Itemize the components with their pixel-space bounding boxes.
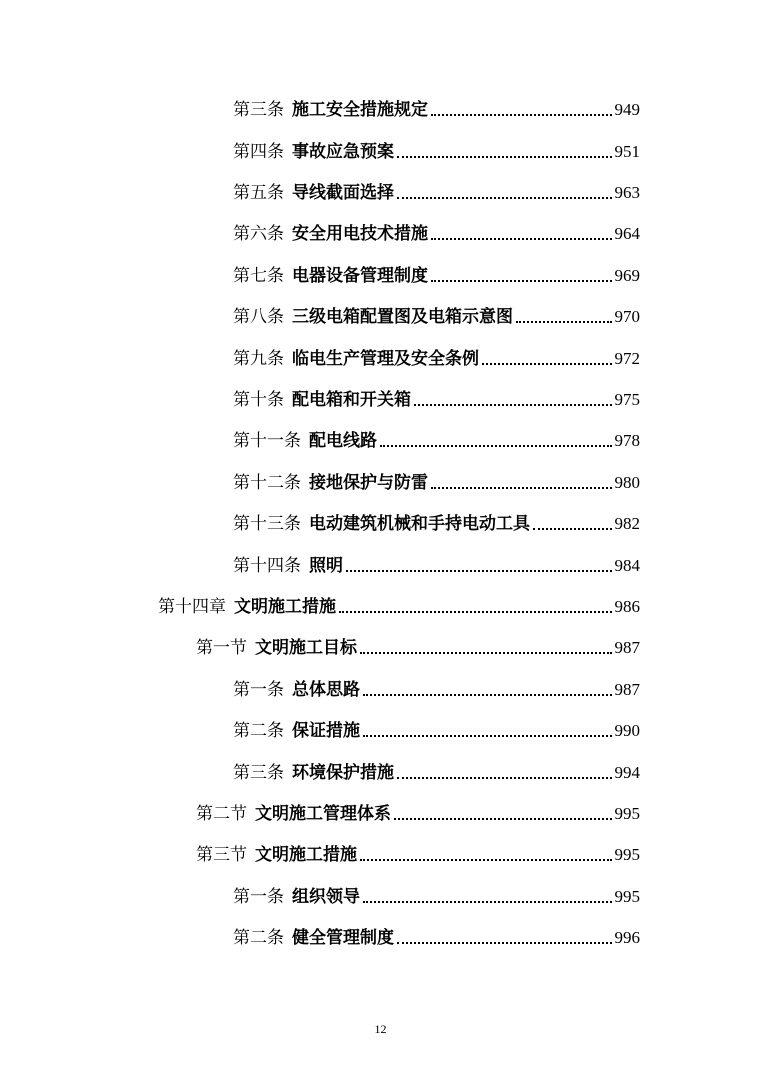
toc-entry-title: 事故应急预案	[292, 142, 394, 162]
dot-leader	[397, 155, 612, 158]
toc-entry-number: 第三条	[233, 100, 284, 120]
toc-entry[interactable]	[233, 553, 640, 579]
toc-entry[interactable]	[233, 221, 640, 247]
dot-leader	[516, 320, 612, 323]
toc-entry-number: 第二条	[233, 928, 284, 948]
toc-section-entry[interactable]	[196, 842, 640, 868]
toc-entry-title: 环境保护措施	[292, 763, 394, 783]
toc-entry-number: 第九条	[233, 349, 284, 369]
toc-entry[interactable]	[233, 760, 640, 786]
toc-entry-page: 972	[614, 349, 640, 368]
toc-entry-title: 文明施工措施	[234, 597, 336, 617]
toc-entry-title: 保证措施	[292, 721, 360, 741]
dot-leader	[533, 527, 612, 530]
toc-entry-title: 文明施工措施	[255, 845, 357, 865]
toc-entry-title: 配电线路	[309, 431, 377, 451]
toc-entry-page: 987	[614, 680, 640, 699]
toc-entry-title: 安全用电技术措施	[292, 224, 428, 244]
toc-entry-number: 第七条	[233, 266, 284, 286]
toc-entry-title: 组织领导	[292, 887, 360, 907]
toc-entry-page: 994	[614, 763, 640, 782]
toc-entry[interactable]	[233, 428, 640, 454]
toc-entry-number: 第十二条	[233, 473, 301, 493]
toc-entry-title: 电器设备管理制度	[292, 266, 428, 286]
toc-entry[interactable]	[233, 139, 640, 165]
toc-entry-title: 电动建筑机械和手持电动工具	[309, 514, 530, 534]
dot-leader	[397, 196, 612, 199]
toc-entry-number: 第二条	[233, 721, 284, 741]
dot-leader	[360, 858, 612, 861]
dot-leader	[431, 486, 612, 489]
toc-section-entry[interactable]	[196, 801, 640, 827]
toc-entry-number: 第五条	[233, 183, 284, 203]
toc-entry-title: 健全管理制度	[292, 928, 394, 948]
toc-entry-number: 第十条	[233, 390, 284, 410]
toc-entry-page: 978	[614, 431, 640, 450]
toc-entry[interactable]	[233, 677, 640, 703]
toc-entry-number: 第四条	[233, 142, 284, 162]
toc-entry-page: 969	[614, 266, 640, 285]
toc-entry-number: 第十三条	[233, 514, 301, 534]
toc-entry-page: 963	[614, 183, 640, 202]
dot-leader	[363, 734, 612, 737]
dot-leader	[431, 113, 612, 116]
dot-leader	[363, 900, 612, 903]
dot-leader	[394, 817, 612, 820]
toc-entry-number: 第十四条	[233, 556, 301, 576]
dot-leader	[346, 569, 612, 572]
toc-entry[interactable]	[233, 180, 640, 206]
dot-leader	[360, 651, 612, 654]
page-number: 12	[374, 1022, 387, 1036]
toc-entry[interactable]	[233, 304, 640, 330]
dot-leader	[414, 403, 612, 406]
dot-leader	[431, 279, 612, 282]
toc-entry-page: 995	[614, 887, 640, 906]
toc-entry-page: 990	[614, 721, 640, 740]
toc-entry-title: 总体思路	[292, 680, 360, 700]
toc-entry-number: 第三节	[196, 845, 247, 865]
toc-entry-number: 第一节	[196, 638, 247, 658]
toc-entry-number: 第二节	[196, 804, 247, 824]
toc-entry[interactable]	[233, 263, 640, 289]
toc-entry-title: 文明施工管理体系	[255, 804, 391, 824]
dot-leader	[339, 610, 612, 613]
toc-chapter-entry[interactable]	[158, 594, 640, 620]
dot-leader	[431, 237, 612, 240]
toc-entry[interactable]	[233, 884, 640, 910]
toc-section-entry[interactable]	[196, 635, 640, 661]
toc-entry-page: 970	[614, 307, 640, 326]
toc-entry-number: 第六条	[233, 224, 284, 244]
toc-entry-page: 975	[614, 390, 640, 409]
toc-entry-title: 三级电箱配置图及电箱示意图	[292, 307, 513, 327]
toc-entry-title: 导线截面选择	[292, 183, 394, 203]
toc-entry-page: 984	[614, 556, 640, 575]
dot-leader	[482, 362, 612, 365]
dot-leader	[397, 941, 612, 944]
toc-entry-page: 996	[614, 928, 640, 947]
toc-entry[interactable]	[233, 718, 640, 744]
toc-entry-number: 第八条	[233, 307, 284, 327]
toc-entry-title: 照明	[309, 556, 343, 576]
dot-leader	[363, 693, 612, 696]
toc-entry[interactable]	[233, 925, 640, 951]
toc-entry-page: 995	[614, 804, 640, 823]
toc-entry-title: 临电生产管理及安全条例	[292, 349, 479, 369]
toc-entry-number: 第一条	[233, 887, 284, 907]
toc-entry-page: 982	[614, 514, 640, 533]
toc-entry-number: 第十四章	[158, 597, 226, 617]
toc-entry[interactable]	[233, 511, 640, 537]
toc-entry-number: 第三条	[233, 763, 284, 783]
toc-entry[interactable]	[233, 387, 640, 413]
toc-entry-title: 接地保护与防雷	[309, 473, 428, 493]
toc-entry-number: 第一条	[233, 680, 284, 700]
toc-entry-page: 949	[614, 100, 640, 119]
toc-entry-page: 995	[614, 845, 640, 864]
toc-entry-page: 986	[614, 597, 640, 616]
toc-entry-page: 980	[614, 473, 640, 492]
toc-entry-title: 施工安全措施规定	[292, 100, 428, 120]
toc-entry-page: 951	[614, 142, 640, 161]
toc-entry-number: 第十一条	[233, 431, 301, 451]
dot-leader	[397, 776, 612, 779]
toc-entry[interactable]	[233, 97, 640, 123]
toc-entry[interactable]	[233, 346, 640, 372]
toc-entry-page: 964	[614, 224, 640, 243]
toc-entry-title: 配电箱和开关箱	[292, 390, 411, 410]
toc-entry-page: 987	[614, 638, 640, 657]
toc-entry[interactable]	[233, 470, 640, 496]
toc-entry-title: 文明施工目标	[255, 638, 357, 658]
dot-leader	[380, 444, 612, 447]
